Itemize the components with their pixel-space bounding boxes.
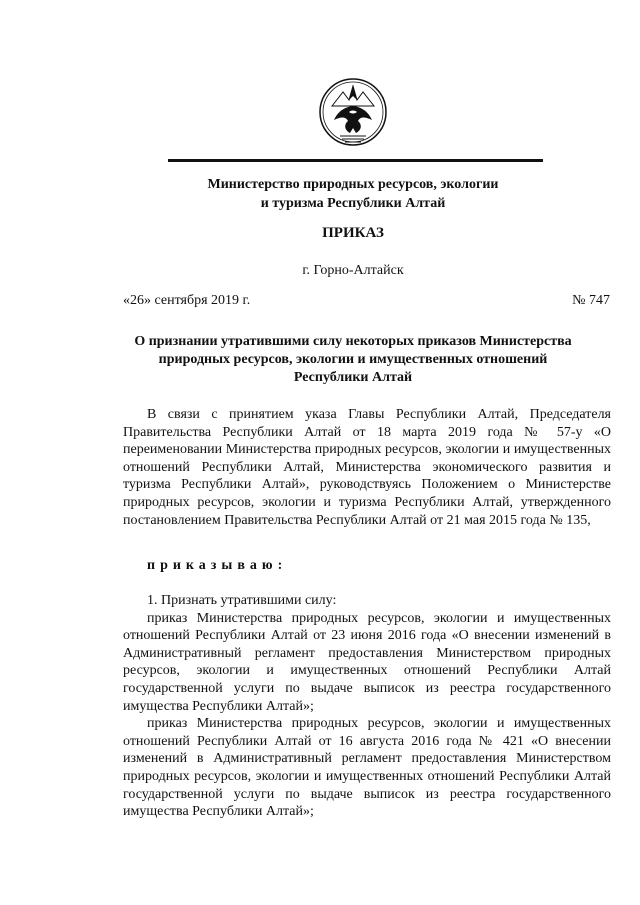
city-line: г. Горно-Алтайск xyxy=(302,263,404,278)
ministry-name-line2: и туризма Республики Алтай xyxy=(260,196,446,211)
document-number: № 747 xyxy=(572,293,610,308)
order-items xyxy=(123,592,611,821)
document-type-title: ПРИКАЗ xyxy=(322,225,384,241)
document-date: «26» сентября 2019 г. xyxy=(123,293,251,308)
subject-line1: О признании утратившими силу некоторых приказов Министерства xyxy=(134,334,572,349)
coat-of-arms-emblem xyxy=(318,76,388,148)
repealed-order-a: приказ Министерства природных ресурсов, экологии и имущественных отношений Республики Алтай от 23 июня 2016 года «О внесении изменений в Административный регламент предоставления Министерством природных ресурсов, экологии и имущественных отношений Республики Алтай государственной услуги по выдаче выписок из реестра государственного имущества Республики Алтай»; xyxy=(123,610,611,714)
document-subject xyxy=(0,333,640,387)
header-divider xyxy=(168,159,543,162)
ministry-name xyxy=(0,175,640,213)
ministry-name-line1: Министерство природных ресурсов, экологии xyxy=(207,177,499,192)
subject-line2: природных ресурсов, экологии и имущественных отношений xyxy=(158,352,548,367)
repealed-order-b: приказ Министерства природных ресурсов, экологии и имущественных отношений Республики Алтай от 16 августа 2016 года № 421 «О внесении изменений в Административный регламент предоставления Министерством природных ресурсов, экологии и имущественных отношений Республики Алтай государственной услуги по выдаче выписок из реестра государственного имущества Республики Алтай»; xyxy=(123,716,611,820)
subject-line3: Республики Алтай xyxy=(293,370,413,385)
order-word: приказываю: xyxy=(147,558,288,573)
item-1-heading: 1. Признать утратившими силу: xyxy=(147,593,337,608)
preamble-paragraph: В связи с принятием указа Главы Республики Алтай, Председателя Правительства Республики Алтай от 18 марта 2019 года № 57-у «О переименовании Министерства природных ресурсов, экологии и имущественных отношений Республики Алтай, Министерства экономического развития и туризма Республики Алтай», руководствуясь Положением о Министерстве природных ресурсов, экологии и туризма Республики Алтай, утвержденного постановлением Правительства Республики Алтай от 21 мая 2015 года № 135, xyxy=(123,407,611,528)
